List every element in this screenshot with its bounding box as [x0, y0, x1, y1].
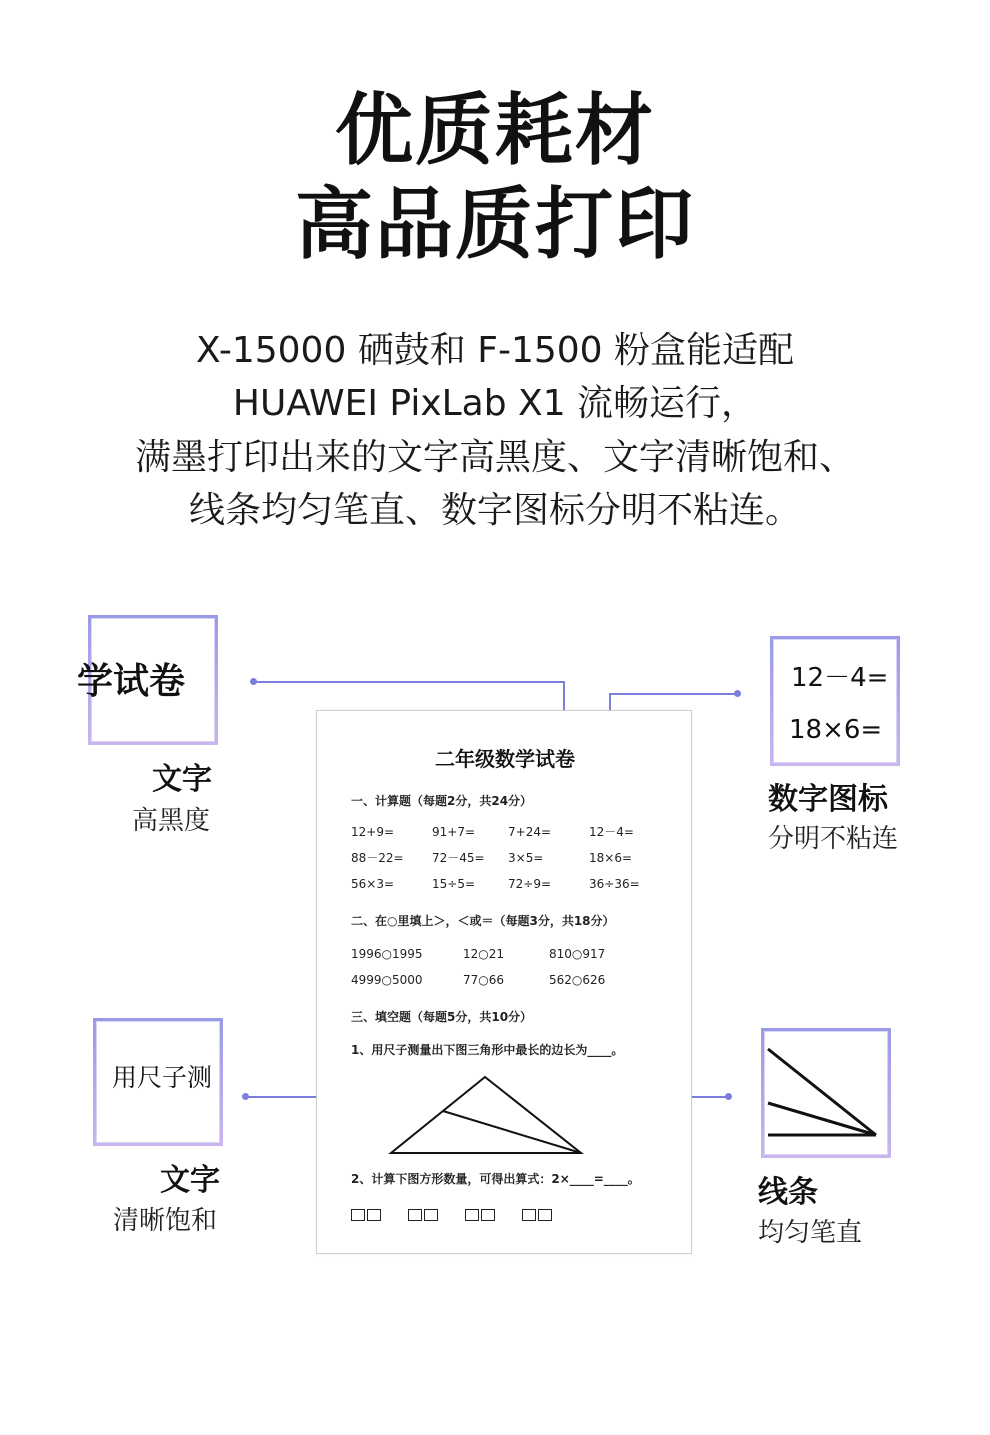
square-shape [465, 1209, 479, 1221]
callout-subtitle-numbers: 分明不粘连 [768, 824, 899, 854]
triangle-figure [387, 1073, 587, 1157]
calc-cell: 72－45= [432, 851, 485, 865]
square-shape [408, 1209, 422, 1221]
callout-box-text-black [77, 615, 218, 745]
compare-cell: 1996○1995 [351, 947, 423, 961]
calc-cell: 72÷9= [508, 877, 552, 891]
callout-box-lines [761, 1028, 891, 1158]
square-shape [481, 1209, 495, 1221]
callout-title-numbers: 数字图标 [768, 782, 888, 817]
compare-cell: 12○21 [463, 947, 505, 961]
callout-subtitle-text-black: 高黑度 [132, 806, 211, 836]
connector-line [609, 693, 737, 695]
calc-cell: 88－22= [351, 851, 404, 865]
compare-cell: 810○917 [549, 947, 606, 961]
connector-line [254, 681, 564, 683]
compare-cell: 562○626 [549, 973, 606, 987]
square-group [351, 1204, 383, 1223]
calc-cell: 18×6= [589, 851, 633, 865]
description-line1: X-15000 硒鼓和 F-1500 粉盒能适配 [195, 330, 795, 371]
callout-title-text-clear: 文字 [160, 1163, 220, 1198]
calc-cell: 56×3= [351, 877, 395, 891]
callout-box-text-clear [93, 1018, 223, 1146]
description-line4: 线条均匀笔直、数字图标分明不粘连。 [188, 490, 801, 531]
headline-line2: 高品质打印 [294, 180, 695, 270]
exam-paper [316, 710, 692, 1254]
callout-subtitle-text-clear: 清晰饱和 [113, 1206, 218, 1236]
paper-section-3: 三、填空题（每题5分，共10分） [351, 1010, 533, 1024]
callout-subtitle-lines: 均匀笔直 [758, 1218, 863, 1248]
calc-cell: 7+24= [508, 825, 552, 839]
callout-snippet-line2: 18×6= [789, 715, 883, 745]
square-group [408, 1204, 440, 1223]
square-shape [367, 1209, 381, 1221]
compare-cell: 77○66 [463, 973, 505, 987]
square-group [465, 1204, 497, 1223]
square-shape [522, 1209, 536, 1221]
paper-title: 二年级数学试卷 [435, 747, 575, 771]
calc-cell: 12－4= [589, 825, 634, 839]
callout-snippet-line1: 12－4= [791, 663, 889, 693]
headline-line1: 优质耗材 [334, 86, 655, 176]
line-sample-graphic [764, 1031, 888, 1155]
paper-question-1: 1、用尺子测量出下图三角形中最长的边长为____。 [351, 1043, 624, 1057]
paper-question-2: 2、计算下图方形数量，可得出算式：2×____=____。 [351, 1172, 640, 1186]
calc-cell: 12+9= [351, 825, 395, 839]
callout-snippet: 用尺子测 [112, 1063, 213, 1092]
callout-snippet: 学试卷 [77, 661, 186, 702]
paper-section-1: 一、计算题（每题2分，共24分） [351, 794, 533, 808]
callout-box-numbers [770, 636, 900, 766]
square-shape [424, 1209, 438, 1221]
square-group [522, 1204, 554, 1223]
paper-section-2: 二、在○里填上＞，＜或＝（每题3分，共18分） [351, 914, 615, 928]
square-shape [351, 1209, 365, 1221]
calc-cell: 91+7= [432, 825, 476, 839]
callout-title-text-black: 文字 [152, 762, 212, 797]
calc-cell: 15÷5= [432, 877, 476, 891]
square-shape [538, 1209, 552, 1221]
description-line2: HUAWEI PixLab X1 流畅运行， [232, 383, 758, 424]
description-line3: 满墨打印出来的文字高黑度、文字清晰饱和、 [134, 437, 855, 478]
compare-cell: 4999○5000 [351, 973, 423, 987]
calc-cell: 3×5= [508, 851, 544, 865]
callout-title-lines: 线条 [758, 1175, 818, 1210]
calc-cell: 36÷36= [589, 877, 640, 891]
